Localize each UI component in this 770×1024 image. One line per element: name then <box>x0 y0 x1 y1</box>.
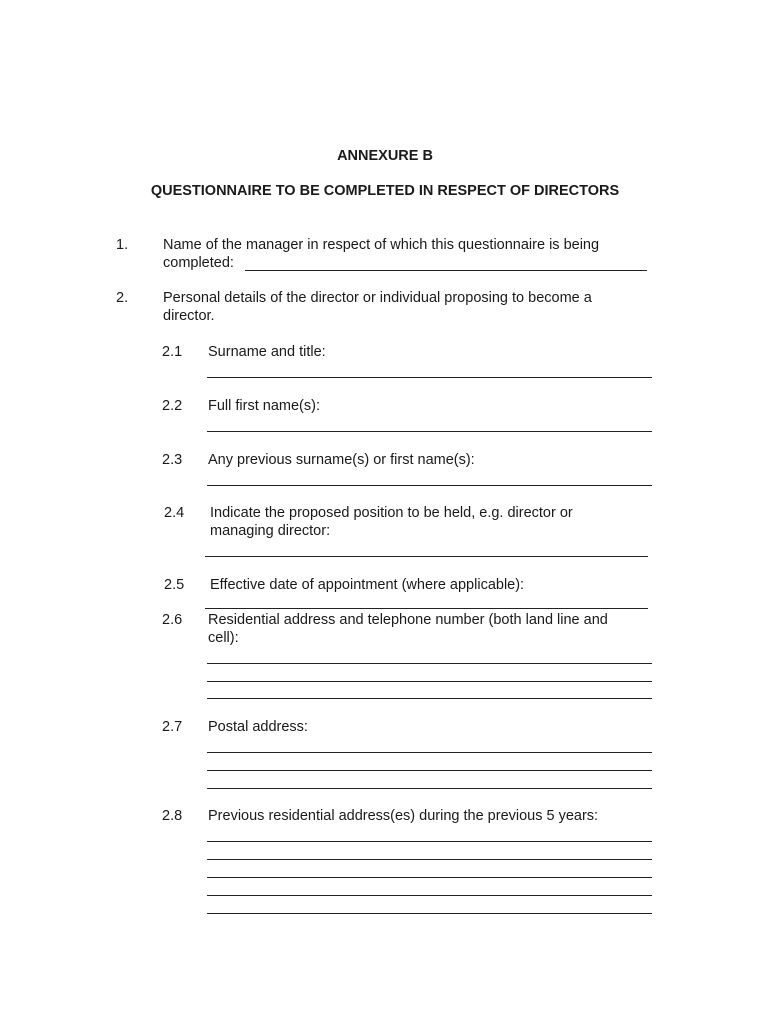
postal-address-field-line1[interactable] <box>207 752 652 753</box>
postal-address-field-line2[interactable] <box>207 770 652 771</box>
item-2-7-label: Postal address: <box>208 719 308 735</box>
item-2-5-label: Effective date of appointment (where applicable): <box>210 577 525 593</box>
item-2-8-label: Previous residential address(es) during the previous 5 years: <box>208 808 599 824</box>
item-2-2-label: Full first name(s): <box>208 398 320 414</box>
residential-address-field-line2[interactable] <box>207 681 652 682</box>
first-names-field[interactable] <box>207 431 652 432</box>
item-2-6-label-line1: Residential address and telephone number (both land line and <box>208 612 608 628</box>
q2-text-line2: director. <box>163 308 215 324</box>
proposed-position-field[interactable] <box>205 556 648 557</box>
item-2-2-number: 2.2 <box>162 398 183 414</box>
q2-text-line1: Personal details of the director or individual proposing to become a <box>163 290 592 306</box>
appointment-date-field[interactable] <box>205 608 648 609</box>
q1-text-line2: completed: <box>163 255 234 271</box>
previous-address-field-line2[interactable] <box>207 859 652 860</box>
item-2-6-number: 2.6 <box>162 612 183 628</box>
q1-text-line1: Name of the manager in respect of which this questionnaire is being <box>163 237 600 253</box>
residential-address-field-line3[interactable] <box>207 698 652 699</box>
item-2-1-number: 2.1 <box>162 344 183 360</box>
q2-number: 2. <box>116 290 129 306</box>
surname-title-field[interactable] <box>207 377 652 378</box>
residential-address-field-line1[interactable] <box>207 663 652 664</box>
postal-address-field-line3[interactable] <box>207 788 652 789</box>
item-2-5-number: 2.5 <box>164 577 185 593</box>
previous-address-field-line3[interactable] <box>207 877 652 878</box>
item-2-6-label-line2: cell): <box>208 630 239 646</box>
previous-names-field[interactable] <box>207 485 652 486</box>
item-2-4-label-line2: managing director: <box>210 523 331 539</box>
q1-manager-name-field[interactable] <box>245 270 647 271</box>
previous-address-field-line5[interactable] <box>207 913 652 914</box>
previous-address-field-line1[interactable] <box>207 841 652 842</box>
item-2-4-label-line1: Indicate the proposed position to be held, e.g. director or <box>210 505 573 521</box>
questionnaire-title: QUESTIONNAIRE TO BE COMPLETED IN RESPECT OF DIRECTORS <box>150 183 620 199</box>
item-2-3-number: 2.3 <box>162 452 183 468</box>
previous-address-field-line4[interactable] <box>207 895 652 896</box>
annexure-heading: ANNEXURE B <box>337 148 433 164</box>
item-2-7-number: 2.7 <box>162 719 183 735</box>
item-2-3-label: Any previous surname(s) or first name(s): <box>208 452 475 468</box>
item-2-1-label: Surname and title: <box>208 344 326 360</box>
q1-number: 1. <box>116 237 129 253</box>
item-2-4-number: 2.4 <box>164 505 185 521</box>
item-2-8-number: 2.8 <box>162 808 183 824</box>
